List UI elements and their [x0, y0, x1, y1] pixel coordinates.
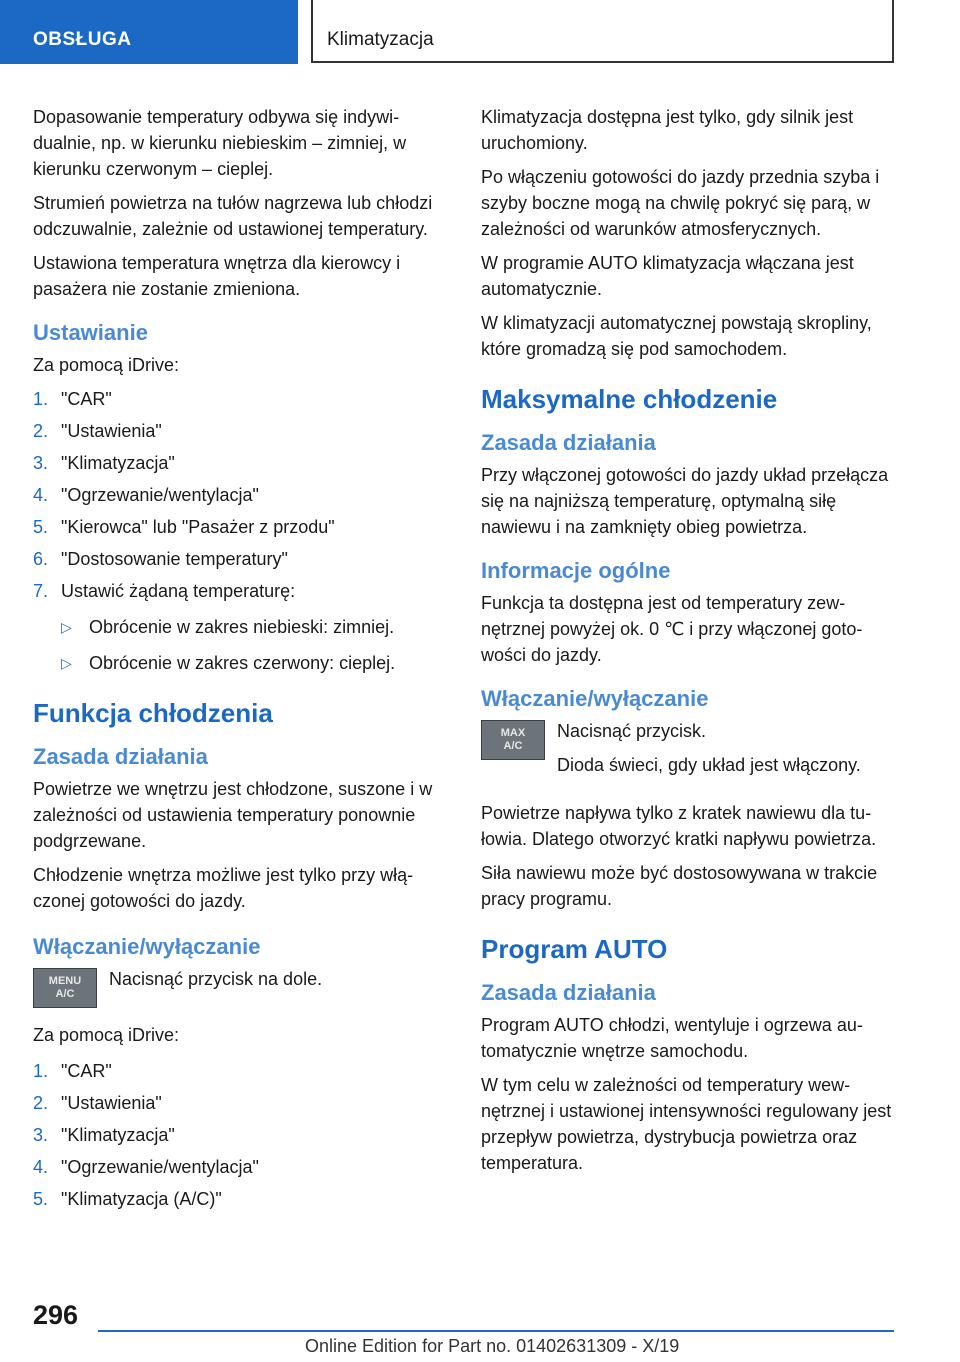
paragraph: Ustawiona temperatura wnętrza dla kierowcy i pasażera nie zostanie zmieniona. — [33, 253, 401, 299]
chapter-title: Klimatyzacja — [327, 29, 434, 50]
paragraph: Powietrze napływa tylko z kratek nawiewu dla tułowia. Dlatego otworzyć kratki napływu powietrza. — [481, 803, 877, 849]
paragraph: Nacisnąć przycisk na dole. — [109, 969, 323, 989]
paragraph: Program AUTO chłodzi, wentyluje i ogrzewa automatycznie wnętrze samochodu. — [481, 1015, 863, 1061]
subheading: Zasada działania — [481, 980, 656, 1005]
page-number: 296 — [33, 1300, 79, 1330]
paragraph: Przy włączonej gotowości do jazdy układ przełącza się na najniższą temperaturę, optymalną siłę nawiewu i na zamknięty obieg powietrza. — [481, 465, 889, 537]
paragraph: W tym celu w zależności od temperatury wewnętrznej i ustawionej intensywności regulowany jest przepływ powietrza, dystrybucja powietrza oraz temperatura. — [481, 1075, 892, 1173]
heading-program-auto: Program AUTO — [481, 934, 668, 964]
max-ac-text — [557, 718, 861, 786]
paragraph: Nacisnąć przycisk. — [557, 721, 707, 741]
paragraph: W programie AUTO klimatyzacja włączana jest automatycznie. — [481, 253, 854, 299]
left-column — [33, 104, 453, 1224]
bullet-item: ▷ Obrócenie w zakres niebieski: zimniej. — [61, 614, 453, 640]
paragraph: Chłodzenie wnętrza możliwe jest tylko przy włączonej gotowości do jazdy. — [33, 865, 414, 911]
chapter-tab — [311, 0, 894, 63]
list-item: 1. "CAR" — [33, 1061, 112, 1081]
footer-rule — [98, 1330, 894, 1332]
list-item: 2. "Ustawienia" — [33, 421, 162, 441]
paragraph: Siła nawiewu może być dostosowywana w trakcie pracy programu. — [481, 863, 878, 909]
max-ac-row — [481, 718, 901, 786]
footer-edition: Online Edition for Part no. 01402631309 - X/19 — [305, 1336, 680, 1356]
menu-ac-button-icon: MENU A/C — [33, 968, 97, 1008]
paragraph: Klimatyzacja dostępna jest tylko, gdy silnik jest uruchomiony. — [481, 107, 854, 153]
paragraph: Za pomocą iDrive: — [33, 355, 180, 375]
heading-cooling: Funkcja chłodzenia — [33, 698, 273, 728]
right-column — [481, 104, 901, 1184]
paragraph: Strumień powietrza na tułów nagrzewa lub chłodzi odczuwalnie, zależnie od ustawionej temperatury. — [33, 193, 433, 239]
paragraph: Po włączeniu gotowości do jazdy przednia szyba i szyby boczne mogą na chwilę pokryć się parą, w zależności od warunków atmosferycznych. — [481, 167, 880, 239]
section-tab — [0, 0, 298, 64]
menu-ac-row — [33, 966, 453, 1008]
list-item: 3. "Klimatyzacja" — [33, 1125, 175, 1145]
triangle-bullet-icon: ▷ — [61, 655, 72, 671]
subheading: Zasada działania — [481, 430, 656, 455]
heading-max-cooling: Maksymalne chłodzenie — [481, 384, 778, 414]
paragraph: Dopasowanie temperatury odbywa się indywidualnie, np. w kierunku niebieskim – zimniej, w kierunku czerwonym – cieplej. — [33, 107, 407, 179]
list-item: 6. "Dostosowanie temperatury" — [33, 549, 288, 569]
bullet-item: ▷ Obrócenie w zakres czerwony: cieplej. — [61, 650, 453, 676]
heading-ustawianie: Ustawianie — [33, 320, 148, 345]
paragraph: Za pomocą iDrive: — [33, 1025, 180, 1045]
list-item: 5. "Klimatyzacja (A/C)" — [33, 1189, 222, 1209]
paragraph: Dioda świeci, gdy układ jest włączony. — [557, 755, 861, 775]
list-item: 7. Ustawić żądaną temperaturę: ▷ Obrócenie w zakres niebieski: zimniej. ▷ Obrócenie w zakres czerwony: cieplej. — [33, 578, 453, 676]
steps-list-2 — [33, 1058, 453, 1212]
list-item: 2. "Ustawienia" — [33, 1093, 162, 1113]
subheading: Informacje ogólne — [481, 558, 671, 583]
list-item: 3. "Klimatyzacja" — [33, 453, 175, 473]
list-item: 4. "Ogrzewanie/wentylacja" — [33, 485, 259, 505]
section-title: OBSŁUGA — [33, 29, 132, 50]
paragraph: Powietrze we wnętrzu jest chłodzone, suszone i w zależności od ustawienia temperatury ponownie podgrzewane. — [33, 779, 433, 851]
subheading-onoff: Włączanie/wyłączanie — [33, 934, 261, 959]
paragraph: Funkcja ta dostępna jest od temperatury zewnętrznej powyżej ok. 0 ℃ i przy włączonej gotowości do jazdy. — [481, 593, 863, 665]
triangle-bullet-icon: ▷ — [61, 619, 72, 635]
steps-list-1 — [33, 386, 453, 676]
list-item: 4. "Ogrzewanie/wentylacja" — [33, 1157, 259, 1177]
list-item: 5. "Kierowca" lub "Pasażer z przodu" — [33, 517, 335, 537]
paragraph: W klimatyzacji automatycznej powstają skropliny, które gromadzą się pod samochodem. — [481, 313, 872, 359]
subheading: Zasada działania — [33, 744, 208, 769]
sub-bullets — [61, 614, 453, 676]
max-ac-button-icon: MAX A/C — [481, 720, 545, 760]
subheading: Włączanie/wyłączanie — [481, 686, 709, 711]
list-item: 1. "CAR" — [33, 389, 112, 409]
